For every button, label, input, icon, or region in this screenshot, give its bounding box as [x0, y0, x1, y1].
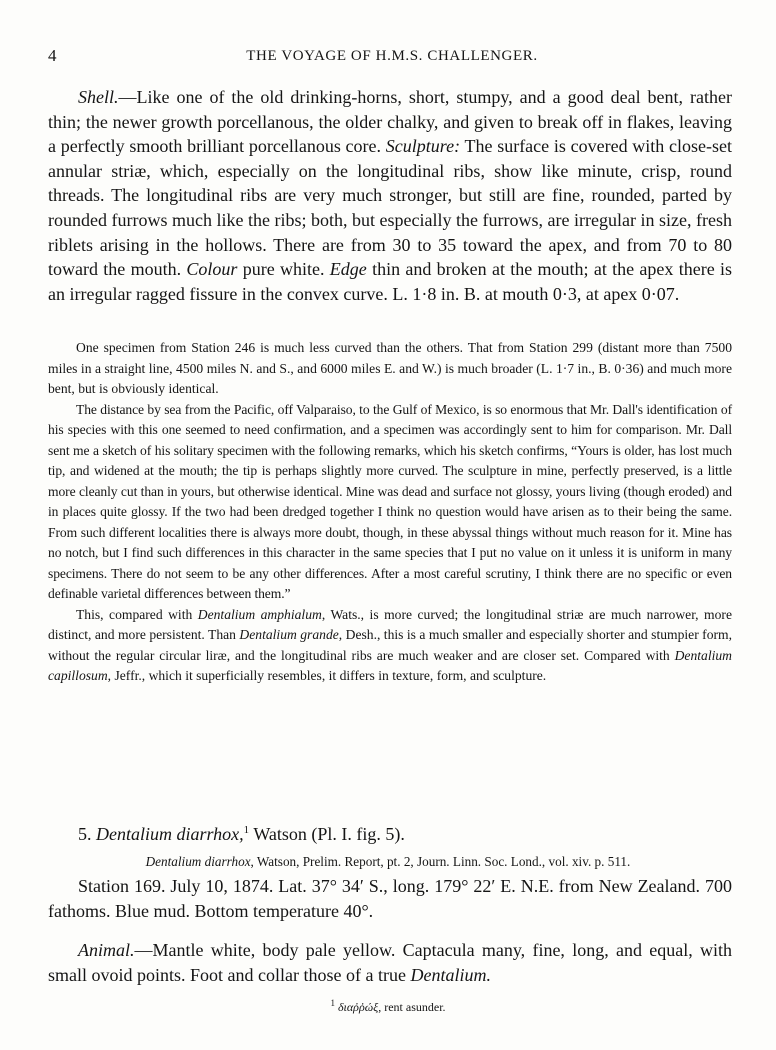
remarks-block	[48, 338, 732, 687]
remarks-text: , Desh., this is a much smaller and especially shorter and stumpier form, without the regular circular liræ, and the longitudinal ribs are much weaker and are closer set. Compared with	[48, 627, 732, 663]
colour-text: pure white.	[237, 259, 330, 280]
footnote-marker: 1	[243, 824, 250, 836]
genus-name: Dentalium.	[410, 964, 491, 985]
shell-description	[48, 85, 732, 306]
species-title: Dentalium diarrhox,	[96, 824, 244, 844]
page-number: 4	[48, 46, 57, 65]
species-name: Dentalium grande	[239, 627, 339, 642]
colour-label: Colour	[186, 259, 238, 280]
species-heading	[78, 824, 405, 845]
remarks-paragraph-2: The distance by sea from the Pacific, off Valparaiso, to the Gulf of Mexico, is so enormous that Mr. Dall's identification of his species with this one seemed to need confirmation, and a specimen was accordingly sent to him for comparison. Mr. Dall sent me a sketch of his solitary specimen with the following remarks, which his sketch confirms, “Yours is older, has lost much tip, and widened at the mouth; the tip is perhaps slightly more curved. The sculpture in mine, perfectly preserved, is a little more cleanly cut than in yours, but otherwise identical. Mine was dead and surface not glossy, yours living (though eroded) and in places quite glossy. If the two had been dredged together I think no question would have arisen as to their being the same. From such different localities there is always more doubt, though, in these abyssal things without much reason for it. Mine has no notch, but I find such differences in this character in the same species that I put no value on it unless it is uniform in many specimens. There do not seem to be any other differences. After a most careful scrutiny, I think there are no specific or even definable varietal differences between them.”	[48, 401, 732, 601]
remarks-paragraph-1: One specimen from Station 246 is much less curved than the others. That from Station 299 (distant more than 7500 miles in a straight line, 4500 miles N. and S., and 6000 miles E. and W.) is much broader (L. 1·7 in., B. 0·36) and much more bent, but is obviously identical.	[48, 340, 732, 396]
station-text: Station 169. July 10, 1874. Lat. 37° 34′ S., long. 179° 22′ E. N.E. from New Zealand. 700 fathoms. Blue mud. Bottom temperature 40°.	[48, 876, 732, 921]
remarks-paragraph-3	[48, 605, 732, 687]
remarks-text: This, compared with	[76, 606, 198, 622]
footnote-greek: διαῤῥώξ	[337, 1000, 379, 1014]
citation-text: , Watson, Prelim. Report, pt. 2, Journ. Linn. Soc. Lond., vol. xiv. p. 511.	[250, 854, 631, 869]
sculpture-text: The surface is covered with close-set annular striæ, which, especially on the longitudinal ribs, show like minute, crisp, round threads. The longitudinal ribs are very much stronger, but still are fine, rounded, parted by rounded furrows much like the ribs; both, but especially the furrows, are irregular in size, fresh riblets arising in the hollows. There are from 30 to 35 toward the apex, and from 70 to 80 toward the mouth.	[48, 136, 733, 280]
running-title: THE VOYAGE OF H.M.S. CHALLENGER.	[246, 48, 538, 64]
species-author: Watson (Pl. I. fig. 5).	[249, 824, 405, 844]
animal-description	[48, 938, 732, 987]
footnote	[0, 998, 776, 1015]
page-header	[48, 46, 736, 70]
footnote-text: , rent asunder.	[378, 1000, 446, 1014]
species-name: Dentalium amphialum	[197, 606, 322, 622]
remarks-text: , Jeffr., which it superficially resembles, it differs in texture, form, and sculpture.	[107, 668, 547, 683]
footnote-number: 1	[330, 998, 335, 1008]
animal-text: —Mantle white, body pale yellow. Captacula many, fine, long, and equal, with small ovoid points. Foot and collar those of a true	[48, 940, 732, 985]
species-name: Dentalium capillosum	[48, 647, 732, 683]
station-record	[48, 874, 732, 923]
shell-label: Shell.	[78, 87, 119, 107]
species-number: 5.	[78, 824, 96, 844]
animal-label: Animal.	[78, 940, 135, 960]
edge-label: Edge	[329, 259, 367, 280]
citation-name: Dentalium diarrhox	[145, 854, 251, 869]
species-citation	[0, 854, 776, 870]
edge-text: thin and broken at the mouth; at the apex there is an irregular ragged fissure in the convex curve. L. 1·8 in. B. at mouth 0·3, at apex 0·07.	[48, 259, 732, 304]
sculpture-label: Sculpture:	[385, 136, 461, 157]
remarks-text: , Wats., is more curved; the longitudinal striæ are much narrower, more distinct, and more persistent. Than	[48, 606, 732, 642]
shell-text: —Like one of the old drinking-horns, short, stumpy, and a good deal bent, rather thin; the newer growth porcellanous, the older chalky, and given to break off in flakes, leaving a perfectly smooth brilliant porcellanous core.	[48, 87, 732, 157]
